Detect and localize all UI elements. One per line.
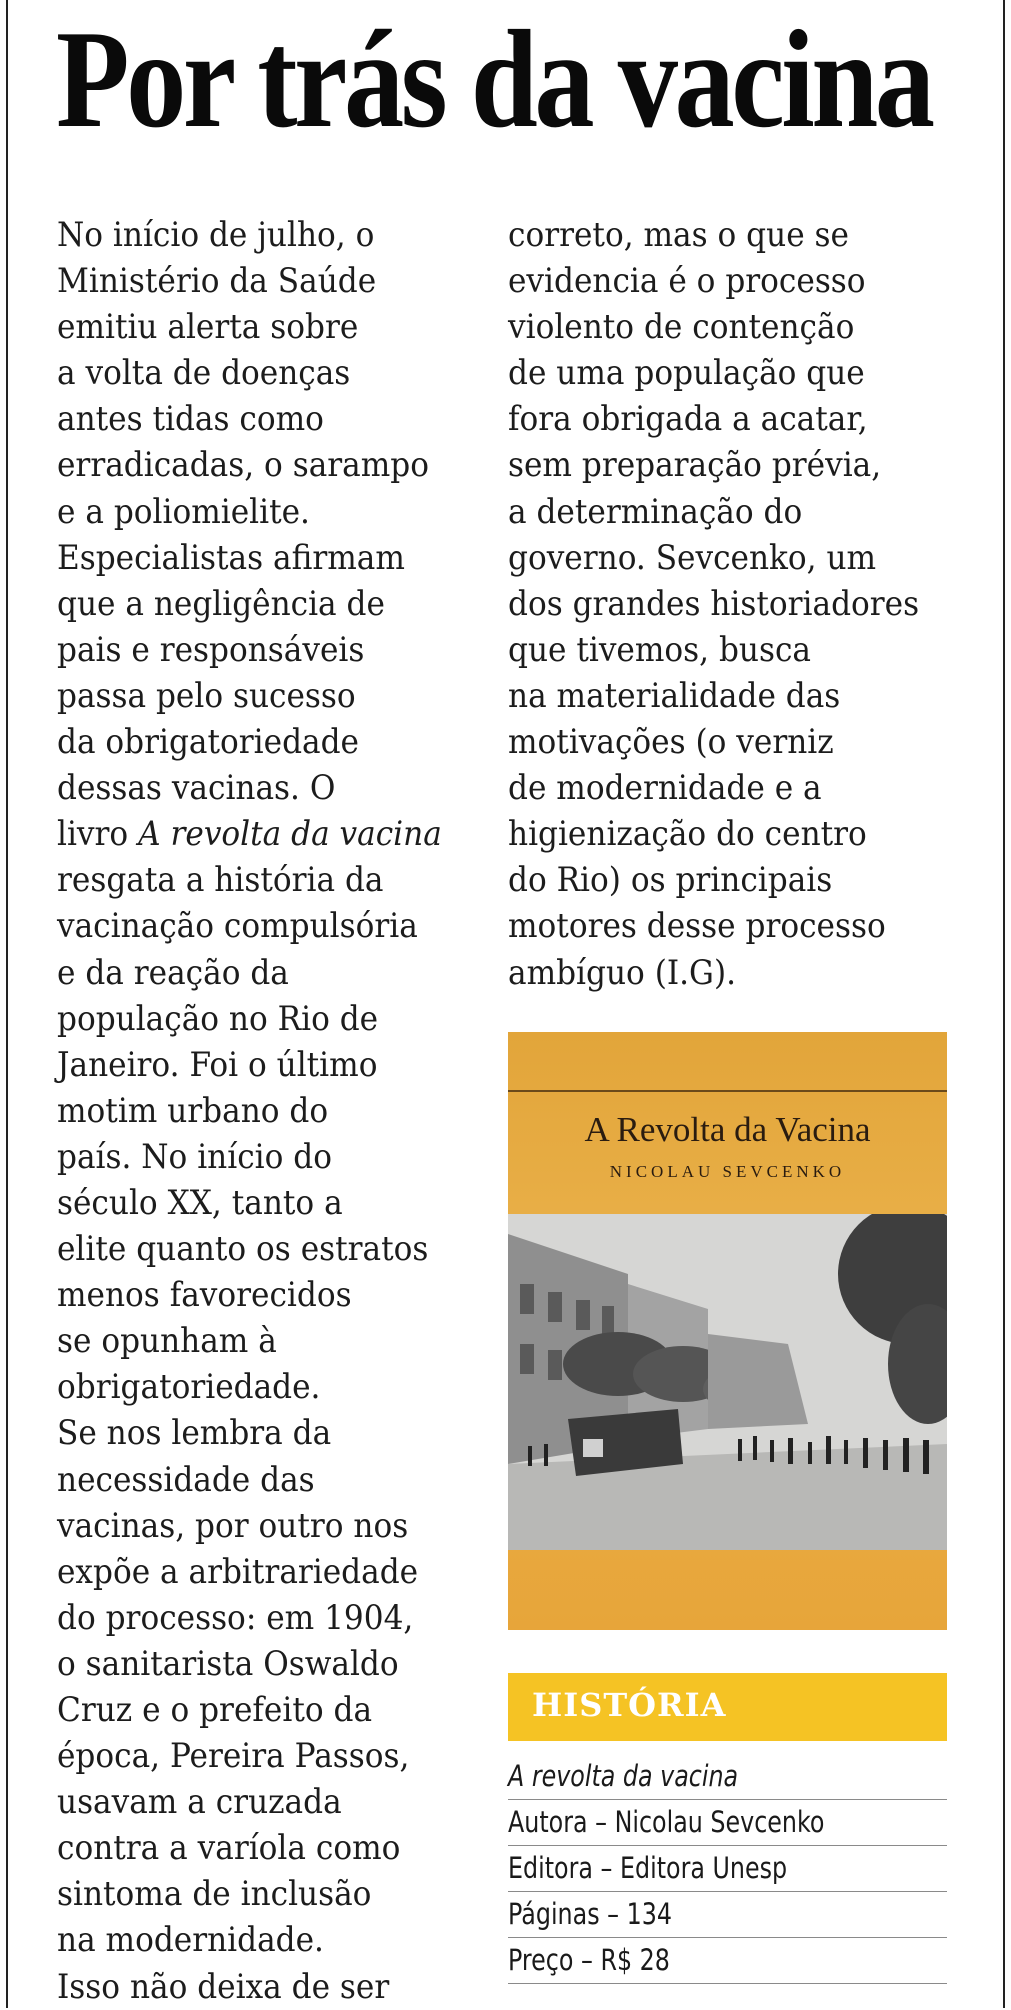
article-line: que a negligência de (57, 583, 385, 623)
article-line: Especialistas afirmam (57, 537, 405, 577)
info-row-author: Autora – Nicolau Sevcenko (508, 1799, 947, 1846)
article-line: sintoma de inclusão (57, 1874, 372, 1914)
section-label: HISTÓRIA (532, 1686, 727, 1724)
article-line: século XX, tanto a (57, 1182, 343, 1222)
article-line: o sanitarista Oswaldo (57, 1643, 399, 1683)
article-line: motores desse processo (508, 906, 886, 946)
article-line: Janeiro. Foi o último (57, 1044, 378, 1084)
article-line: higienização do centro (508, 814, 867, 854)
cover-photo (508, 1214, 947, 1550)
article-line: pais e responsáveis (57, 629, 365, 669)
left-column-rule (6, 0, 8, 2008)
cover-title: A Revolta da Vacina (584, 1110, 871, 1149)
info-book-title: A revolta da vacina (508, 1759, 739, 1793)
info-price-label: Preço (508, 1943, 574, 1977)
article-line: na materialidade das (508, 675, 841, 715)
article-line: ambíguo (I.G). (508, 952, 737, 992)
article-column-2 (508, 212, 948, 996)
article-line: Ministério da Saúde (57, 261, 377, 301)
article-line: Se nos lembra da (57, 1413, 332, 1453)
article-line: correto, mas o que se (508, 215, 849, 254)
article-line: vacinas, por outro nos (57, 1505, 409, 1545)
article-line: sem preparação prévia, (508, 445, 882, 485)
article-line: que tivemos, busca (508, 629, 811, 669)
article-line: da obrigatoriedade (57, 722, 359, 762)
article-line: dos grandes historiadores (508, 583, 920, 623)
article-line: violento de contenção (508, 307, 855, 347)
article-line: emitiu alerta sobre (57, 307, 359, 347)
article-line: motivações (o verniz (508, 722, 834, 762)
info-row-price: Preço – R$ 28 (508, 1937, 947, 1984)
right-column-rule (1003, 0, 1005, 2008)
article-line: se opunham à (57, 1321, 277, 1361)
article-line: passa pelo sucesso (57, 675, 356, 715)
street-scene-illustration (508, 1214, 947, 1550)
article-line: resgata a história da (57, 860, 384, 900)
article-line: e a poliomielite. (57, 491, 310, 531)
article-line: livro A revolta da vacina (57, 814, 442, 854)
article-line: dessas vacinas. O (57, 768, 336, 808)
article-line: a determinação do (508, 491, 803, 531)
info-author-label: Autora (508, 1805, 588, 1839)
article-line: antes tidas como (57, 399, 324, 439)
article-line: menos favorecidos (57, 1275, 352, 1315)
article-line: de uma população que (508, 353, 865, 393)
info-pages-value: 134 (626, 1897, 672, 1931)
article-line: do processo: em 1904, (57, 1597, 414, 1637)
info-author-value: Nicolau Sevcenko (614, 1805, 825, 1839)
cover-rule (508, 1090, 947, 1092)
article-line: a volta de doenças (57, 353, 351, 393)
article-line: motim urbano do (57, 1090, 329, 1130)
article-line: e da reação da (57, 952, 289, 992)
cover-author: NICOLAU SEVCENKO (609, 1162, 846, 1181)
article-line: obrigatoriedade. (57, 1367, 321, 1407)
article-line: Isso não deixa de ser (57, 1966, 390, 2006)
article-line: fora obrigada a acatar, (508, 399, 868, 439)
book-cover-image (508, 1032, 947, 1630)
info-row-pages: Páginas – 134 (508, 1891, 947, 1938)
info-price-value: R$ 28 (600, 1943, 670, 1977)
article-line: necessidade das (57, 1459, 315, 1499)
info-box-header (508, 1673, 947, 1741)
article-line: No início de julho, o (57, 215, 375, 254)
info-row-publisher: Editora – Editora Unesp (508, 1845, 947, 1892)
article-line: Cruz e o prefeito da (57, 1690, 373, 1729)
info-pages-label: Páginas (508, 1897, 600, 1931)
article-line: população no Rio de (57, 998, 379, 1038)
article-line: usavam a cruzada (57, 1782, 342, 1822)
article-line: governo. Sevcenko, um (508, 537, 877, 577)
info-publisher-value: Editora Unesp (619, 1851, 788, 1885)
article-line: evidencia é o processo (508, 261, 866, 301)
article-line: contra a varíola como (57, 1828, 401, 1868)
info-row-title (508, 1753, 947, 1800)
inline-book-title: A revolta da vacina (138, 814, 442, 854)
headline: Por trás da vacina (56, 2, 932, 157)
article-line: país. No início do (57, 1136, 332, 1176)
article-line: época, Pereira Passos, (57, 1736, 410, 1776)
article-line: elite quanto os estratos (57, 1229, 429, 1269)
info-publisher-label: Editora (508, 1851, 593, 1885)
article-line: vacinação compulsória (57, 906, 418, 946)
article-line: expõe a arbitrariedade (57, 1551, 419, 1591)
article-line: na modernidade. (57, 1920, 324, 1960)
article-column-1 (57, 212, 477, 2010)
article-line: do Rio) os principais (508, 860, 833, 900)
article-line: erradicadas, o sarampo (57, 445, 429, 485)
article-line: de modernidade e a (508, 768, 822, 808)
